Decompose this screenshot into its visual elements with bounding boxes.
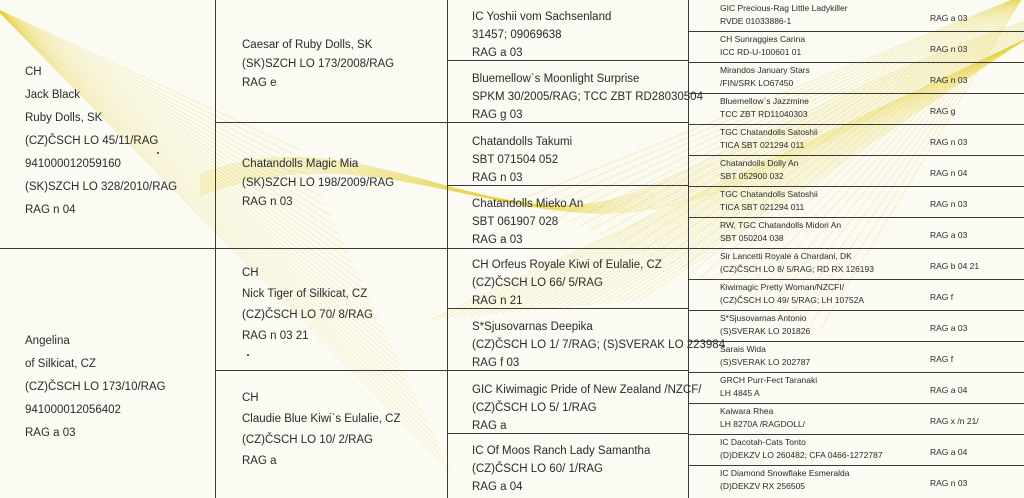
grandparent-entry-line: RAG a — [472, 420, 507, 432]
great-grandparent-breed-code: RAG b 04 21 — [930, 261, 980, 271]
great-grandparent-breed-code: RAG a 03 — [930, 13, 968, 23]
sire-entry-line: Ruby Dolls, SK — [25, 112, 103, 124]
great-grandparent-name: Kaiwara Rhea — [720, 406, 774, 416]
great-grandparent-name: TGC Chatandolls Satoshii — [720, 127, 818, 137]
great-grandparent-breed-code: RAG a 04 — [930, 385, 968, 395]
great-grandparent-registration: RVDE 01033886-1 — [720, 16, 792, 26]
grandparent-entry-line: (CZ)ČSCH LO 5/ 1/RAG — [472, 402, 597, 414]
parent-entry-line: (SK)SZCH LO 198/2009/RAG — [242, 177, 395, 189]
parent-entry-line: RAG e — [242, 77, 277, 89]
row-divider — [215, 370, 688, 371]
grandparent-entry-line: 31457; 09069638 — [472, 29, 562, 41]
parent-entry-line: CH — [242, 267, 259, 279]
row-divider — [447, 308, 688, 309]
row-divider — [688, 124, 1024, 125]
great-grandparent-breed-code: RAG a 04 — [930, 447, 968, 457]
row-divider — [688, 341, 1024, 342]
great-grandparent-registration: (D)DEKZV RX 256505 — [720, 481, 806, 491]
great-grandparent-breed-code: RAG f — [930, 354, 954, 364]
ink-dot — [247, 354, 249, 356]
row-divider — [688, 62, 1024, 63]
great-grandparent-name: IC Dacotah-Cats Tonto — [720, 437, 806, 447]
great-grandparent-registration: (S)SVERAK LO 201826 — [720, 326, 811, 336]
great-grandparent-name: Sir Lancetti Royale á Chardani, DK — [720, 251, 852, 261]
great-grandparent-registration: (S)SVERAK LO 202787 — [720, 357, 811, 367]
parent-entry-line: CH — [242, 392, 259, 404]
great-grandparent-name: Chatandolls Dolly An — [720, 158, 799, 168]
great-grandparent-registration: (CZ)ČSCH LO 49/ 5/RAG; LH 10752A — [720, 295, 865, 305]
sire-entry-line: (SK)SZCH LO 328/2010/RAG — [25, 181, 178, 193]
sire-entry-line: Jack Black — [25, 89, 80, 101]
row-divider — [688, 310, 1024, 311]
grandparent-entry-line: S*Sjusovarnas Deepika — [472, 321, 593, 333]
great-grandparent-registration: TICA SBT 021294 011 — [720, 140, 805, 150]
great-grandparent-breed-code: RAG a 03 — [930, 230, 968, 240]
row-divider — [447, 60, 688, 61]
great-grandparent-name: RW, TGC Chatandolls Midori An — [720, 220, 842, 230]
dam-entry-line: RAG a 03 — [25, 427, 76, 439]
grandparent-entry-line: RAG a 03 — [472, 47, 523, 59]
great-grandparent-registration: TCC ZBT RD11040303 — [720, 109, 808, 119]
parent-entry-line: Chatandolls Magic Mia — [242, 158, 359, 170]
grandparent-entry-line: (CZ)ČSCH LO 60/ 1/RAG — [472, 463, 603, 475]
great-grandparent-name: S*Sjusovarnas Antonio — [720, 313, 807, 323]
great-grandparent-breed-code: RAG x /n 21/ — [930, 416, 979, 426]
great-grandparent-breed-code: RAG g — [930, 106, 956, 116]
grandparent-entry-line: (CZ)ČSCH LO 1/ 7/RAG; (S)SVERAK LO 223984 — [472, 339, 726, 351]
great-grandparent-name: CH Sunraggies Carina — [720, 34, 806, 44]
grandparent-entry-line: SBT 071504 052 — [472, 154, 559, 166]
great-grandparent-registration: LH 8270A /RAGDOLL/ — [720, 419, 806, 429]
great-grandparent-name: GRCH Purr-Fect Taranaki — [720, 375, 818, 385]
grandparent-entry-line: RAG n 21 — [472, 295, 523, 307]
grandparent-entry-line: RAG n 03 — [472, 172, 523, 184]
sire-entry-line: (CZ)ČSCH LO 45/11/RAG — [25, 135, 159, 147]
grandparent-entry-line: RAG a 03 — [472, 234, 523, 246]
great-grandparent-name: GIC Precious-Rag Little Ladykiller — [720, 3, 848, 13]
parent-entry-line: (CZ)ČSCH LO 10/ 2/RAG — [242, 434, 373, 446]
row-divider — [215, 122, 688, 123]
row-divider — [447, 433, 688, 434]
row-divider — [688, 93, 1024, 94]
parent-entry-line: RAG a — [242, 455, 277, 467]
great-grandparent-registration: ICC RD-U-100601 01 — [720, 47, 802, 57]
row-divider — [688, 31, 1024, 32]
grandparent-entry-line: IC Of Moos Ranch Lady Samantha — [472, 445, 651, 457]
parent-entry-line: Caesar of Ruby Dolls, SK — [242, 39, 373, 51]
great-grandparent-name: TGC Chatandolls Satoshii — [720, 189, 818, 199]
great-grandparent-registration: (D)DEKZV LO 260482; CFA 0466-1272787 — [720, 450, 883, 460]
great-grandparent-breed-code: RAG n 03 — [930, 44, 968, 54]
row-divider — [0, 248, 1024, 249]
great-grandparent-breed-code: RAG a 03 — [930, 323, 968, 333]
great-grandparent-breed-code: RAG n 03 — [930, 137, 968, 147]
great-grandparent-breed-code: RAG n 03 — [930, 199, 968, 209]
grandparent-entry-line: RAG f 03 — [472, 357, 520, 369]
grandparent-entry-line: IC Yoshii vom Sachsenland — [472, 11, 612, 23]
parent-entry-line: RAG n 03 21 — [242, 330, 309, 342]
grandparent-entry-line: SPKM 30/2005/RAG; TCC ZBT RD28030504 — [472, 91, 703, 103]
grandparent-entry-line: Chatandolls Mieko An — [472, 198, 584, 210]
column-divider — [688, 0, 689, 498]
grandparent-entry-line: GIC Kiwimagic Pride of New Zealand /NZCF/ — [472, 384, 702, 396]
row-divider — [688, 279, 1024, 280]
row-divider — [688, 372, 1024, 373]
great-grandparent-registration: SBT 052900 032 — [720, 171, 784, 181]
parent-entry-line: Nick Tiger of Silkicat, CZ — [242, 288, 368, 300]
sire-entry-line: RAG n 04 — [25, 204, 76, 216]
grandparent-entry-line: RAG g 03 — [472, 109, 523, 121]
row-divider — [688, 403, 1024, 404]
great-grandparent-registration: /FIN/SRK LO67450 — [720, 78, 794, 88]
great-grandparent-name: Sarais Wida — [720, 344, 766, 354]
great-grandparent-name: Bluemellow`s Jazzmine — [720, 96, 809, 106]
great-grandparent-registration: SBT 050204 038 — [720, 233, 784, 243]
row-divider — [447, 185, 688, 186]
sire-entry-line: CH — [25, 66, 42, 78]
grandparent-entry-line: (CZ)ČSCH LO 66/ 5/RAG — [472, 277, 603, 289]
row-divider — [688, 186, 1024, 187]
dam-entry-line: (CZ)ČSCH LO 173/10/RAG — [25, 381, 166, 393]
row-divider — [688, 434, 1024, 435]
great-grandparent-registration: LH 4845 A — [720, 388, 760, 398]
great-grandparent-breed-code: RAG n 04 — [930, 168, 968, 178]
row-divider — [688, 155, 1024, 156]
great-grandparent-registration: TICA SBT 021294 011 — [720, 202, 805, 212]
grandparent-entry-line: RAG a 04 — [472, 481, 523, 493]
great-grandparent-registration: (CZ)ČSCH LO 8/ 5/RAG; RD RX 126193 — [720, 264, 874, 274]
ink-dot — [157, 152, 159, 154]
great-grandparent-name: IC Diamond Snowflake Esmeralda — [720, 468, 850, 478]
great-grandparent-name: Kiwimagic Pretty Woman/NZCFI/ — [720, 282, 845, 292]
parent-entry-line: (SK)SZCH LO 173/2008/RAG — [242, 58, 395, 70]
sire-entry-line: 941000012059160 — [25, 158, 121, 170]
dam-entry-line: 941000012056402 — [25, 404, 121, 416]
grandparent-entry-line: SBT 061907 028 — [472, 216, 559, 228]
column-divider — [447, 0, 448, 498]
column-divider — [215, 0, 216, 498]
dam-entry-line: of Silkicat, CZ — [25, 358, 96, 370]
parent-entry-line: RAG n 03 — [242, 196, 293, 208]
great-grandparent-breed-code: RAG f — [930, 292, 954, 302]
row-divider — [688, 217, 1024, 218]
great-grandparent-name: Mirandos January Stars — [720, 65, 810, 75]
dam-entry-line: Angelina — [25, 335, 70, 347]
grandparent-entry-line: Chatandolls Takumi — [472, 136, 573, 148]
parent-entry-line: (CZ)ČSCH LO 70/ 8/RAG — [242, 309, 373, 321]
grandparent-entry-line: Bluemellow`s Moonlight Surprise — [472, 73, 640, 85]
great-grandparent-breed-code: RAG n 03 — [930, 75, 968, 85]
row-divider — [688, 465, 1024, 466]
parent-entry-line: Claudie Blue Kiwi`s Eulalie, CZ — [242, 413, 401, 425]
great-grandparent-breed-code: RAG n 03 — [930, 478, 968, 488]
grandparent-entry-line: CH Orfeus Royale Kiwi of Eulalie, CZ — [472, 259, 662, 271]
